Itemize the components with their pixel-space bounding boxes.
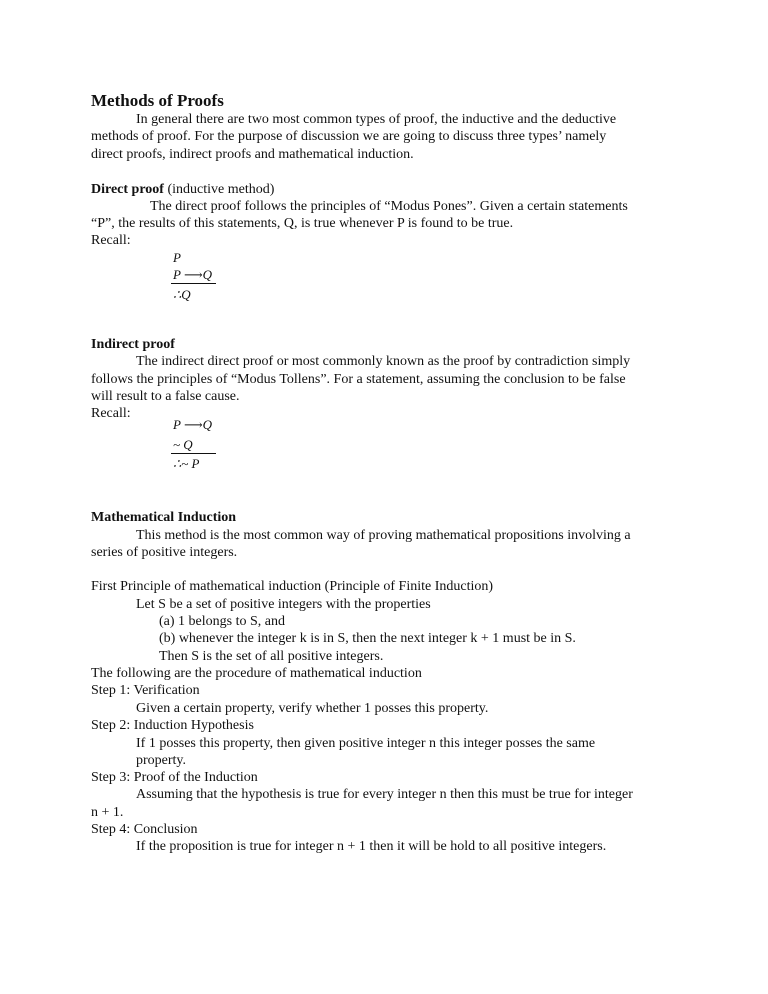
direct-proof-line: “P”, the results of this statements, Q, is true whenever P is found to be true. xyxy=(91,216,514,231)
formula-rule xyxy=(171,283,216,284)
step-text: If 1 posses this property, then given positive integer n this integer posses the same xyxy=(136,736,596,751)
procedure-intro: The following are the procedure of mathematical induction xyxy=(91,666,422,681)
indirect-proof-heading: Indirect proof xyxy=(91,337,175,352)
intro-line: In general there are two most common types of proof, the inductive and the deductive xyxy=(136,112,617,127)
recall-label: Recall: xyxy=(91,233,131,248)
formula-implication: P ⟶Q xyxy=(173,417,212,432)
step-label: Step 3: Proof of the Induction xyxy=(91,770,258,785)
principle-property: (b) whenever the integer k is in S, then the next integer k + 1 must be in S. xyxy=(159,631,576,646)
indirect-proof-line: follows the principles of “Modus Tollens”. For a statement, assuming the conclusion to be false xyxy=(91,372,626,387)
formula-rule xyxy=(171,453,216,454)
formula-conclusion: ∴~ P xyxy=(173,456,200,471)
intro-line: methods of proof. For the purpose of discussion we are going to discuss three types’ namely xyxy=(91,129,607,144)
step-label: Step 4: Conclusion xyxy=(91,822,198,837)
intro-line: direct proofs, indirect proofs and mathematical induction. xyxy=(91,147,414,162)
step-label: Step 2: Induction Hypothesis xyxy=(91,718,254,733)
first-principle: First Principle of mathematical induction (Principle of Finite Induction) xyxy=(91,579,494,594)
direct-proof-heading: Direct proof xyxy=(91,182,164,197)
direct-proof-subtitle: (inductive method) xyxy=(163,182,275,197)
induction-line: This method is the most common way of proving mathematical propositions involving a xyxy=(136,528,631,543)
step-label: Step 1: Verification xyxy=(91,683,200,698)
formula-implication: P ⟶Q xyxy=(173,267,212,282)
step-text: If the proposition is true for integer n + 1 then it will be hold to all positive integers. xyxy=(136,839,607,854)
recall-label: Recall: xyxy=(91,406,131,421)
step-text: property. xyxy=(136,753,187,768)
direct-proof-line: The direct proof follows the principles of “Modus Pones”. Given a certain statements xyxy=(150,199,628,214)
step-text: Assuming that the hypothesis is true for every integer n then this must be true for integer xyxy=(136,787,633,802)
indirect-proof-line: The indirect direct proof or most commonly known as the proof by contradiction simply xyxy=(136,354,631,369)
formula-conclusion: ∴Q xyxy=(173,287,191,302)
page-title: Methods of Proofs xyxy=(91,91,224,110)
formula-premise: P xyxy=(173,250,181,265)
principle-then: Then S is the set of all positive integers. xyxy=(159,649,384,664)
indirect-proof-line: will result to a false cause. xyxy=(91,389,240,404)
induction-line: series of positive integers. xyxy=(91,545,238,560)
formula-negation: ~ Q xyxy=(173,437,193,452)
direct-proof-heading-line xyxy=(91,181,274,198)
principle-let: Let S be a set of positive integers with the properties xyxy=(136,597,431,612)
step-text: Given a certain property, verify whether 1 posses this property. xyxy=(136,701,489,716)
induction-heading: Mathematical Induction xyxy=(91,510,237,525)
principle-property: (a) 1 belongs to S, and xyxy=(159,614,285,629)
step-text: n + 1. xyxy=(91,805,124,820)
